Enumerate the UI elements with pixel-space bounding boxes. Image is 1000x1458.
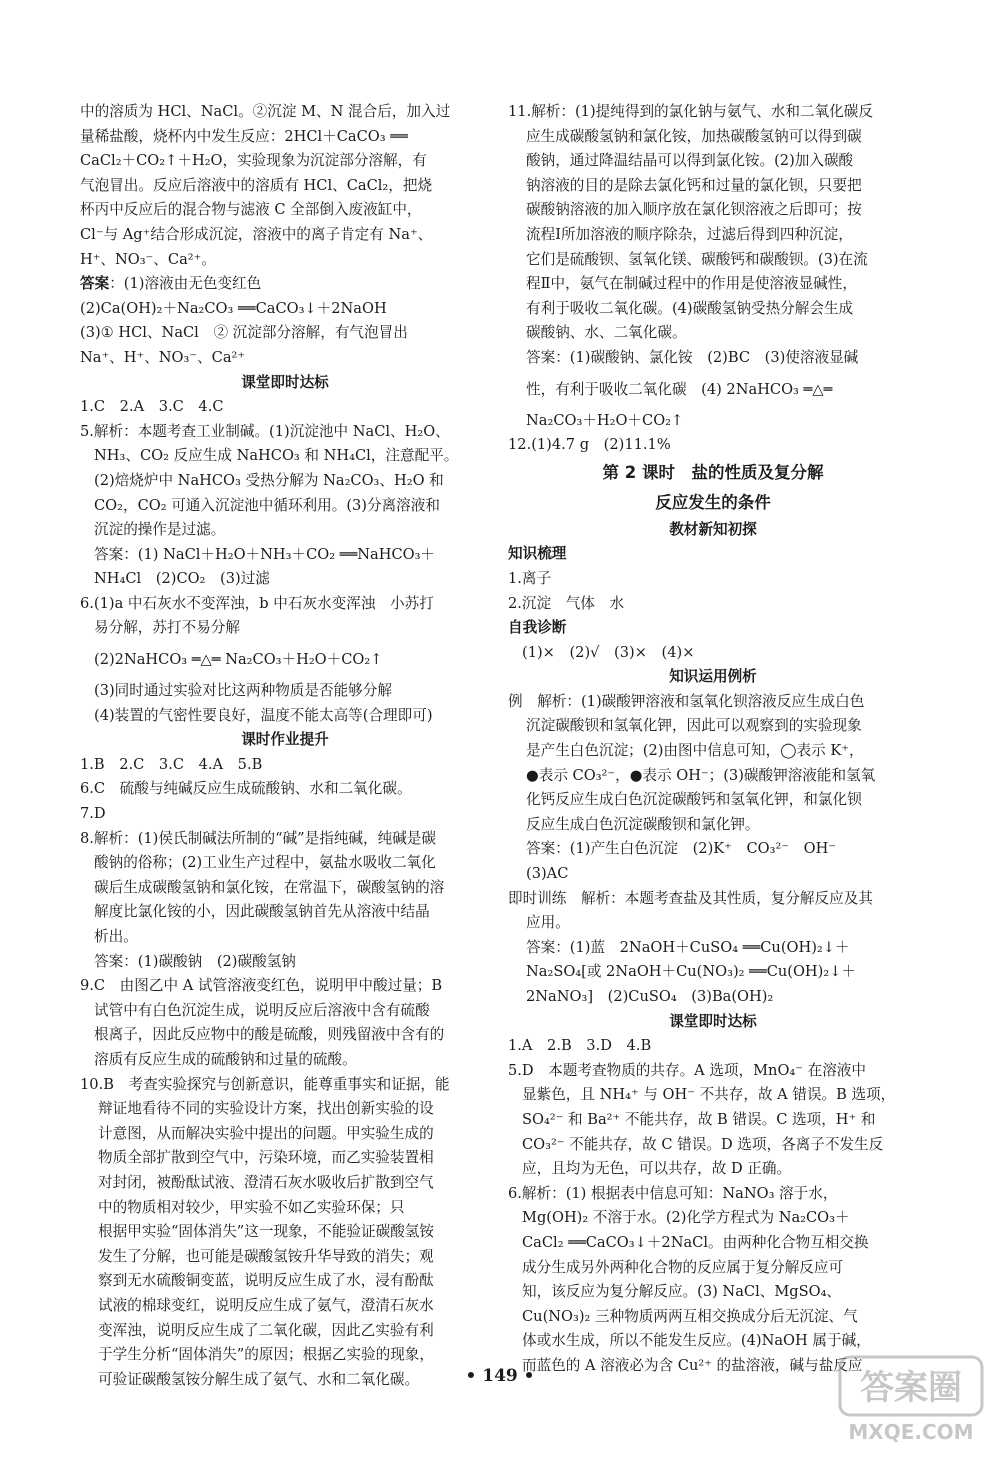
text-line: 有利于吸收二氧化碳。(4)碳酸氢钠受热分解会生成 — [526, 299, 854, 317]
text-line: 即时训练 解析：本题考查盐及其性质，复分解反应及其 — [508, 889, 873, 907]
text-line: 解度比氯化铵的小，因此碳酸氢钠首先从溶液中结晶 — [94, 903, 430, 921]
text-line: 答案：(1) NaCl＋H₂O＋NH₃＋CO₂ ══NaHCO₃＋ — [94, 545, 436, 563]
text-line: 沉淀的操作是过滤。 — [94, 521, 226, 539]
practice-section — [508, 887, 918, 1010]
text-line: 例 解析：(1)碳酸钾溶液和氢氧化钡溶液反应生成白色 — [508, 692, 865, 710]
text-line: (3)① HCl、NaCl ② 沉淀部分溶解，有气泡冒出 — [80, 324, 408, 342]
page-number: • 149 • — [465, 1366, 535, 1386]
text-line: 对封闭，被酚酞试液、澄清石灰水吸收后扩散到空气 — [98, 1173, 434, 1191]
section-heading: 课堂即时达标 — [669, 1012, 757, 1030]
text-line: 钠溶液的目的是除去氯化钙和过量的氯化钡，只要把 — [526, 176, 862, 194]
text-line: (2)2NaHCO₃ ═△═ Na₂CO₃＋H₂O＋CO₂↑ — [94, 651, 383, 669]
text-line: 中的物质相对较少，甲实验不如乙实验环保；只 — [98, 1198, 405, 1216]
text-line: 而蓝色的 A 溶液必为含 Cu²⁺ 的盐溶液，碱与盐反应 — [522, 1356, 863, 1374]
text-line: 溶质有反应生成的硫酸钠和过量的硫酸。 — [94, 1050, 357, 1068]
text-line: Cu(NO₃)₂ 三种物质两两互相交换成分后无沉淀、气 — [522, 1307, 858, 1325]
question-11 — [508, 100, 918, 458]
text-line: 易分解，苏打不易分解 — [94, 619, 240, 637]
text-line: 碳酸钠溶液的加入顺序放在氯化钡溶液之后即可；按 — [526, 201, 862, 219]
lesson-title: 反应发生的条件 — [655, 492, 771, 512]
text-line: 析出。 — [94, 928, 138, 945]
text-line: 体或水生成，所以不能发生反应。(4)NaOH 属于碱， — [522, 1332, 871, 1350]
text-line: Mg(OH)₂ 不溶于水。(2)化学方程式为 Na₂CO₃＋ — [522, 1209, 850, 1227]
text-line: 变浑浊，说明反应生成了二氧化碳，因此乙实验有利 — [98, 1321, 434, 1339]
text-line: ●表示 CO₃²⁻，●表示 OH⁻；(3)碳酸钾溶液能和氢氧 — [526, 766, 876, 784]
watermark-text: 答案圈 — [860, 1368, 962, 1408]
text-line: 1.B 2.C 3.C 4.A 5.B — [80, 755, 263, 773]
text-line: Cl⁻与 Ag⁺结合形成沉淀，溶液中的离子肯定有 Na⁺、 — [80, 225, 433, 243]
text-line: 显紫色，且 NH₄⁺ 与 OH⁻ 不共存，故 A 错误。B 选项， — [522, 1086, 896, 1104]
text-line: 答案：(1)蓝 2NaOH＋CuSO₄ ══Cu(OH)₂↓＋ — [526, 938, 850, 956]
text-line: 沉淀碳酸钡和氢氧化钾，因此可以观察到的实验现象 — [526, 717, 862, 735]
text-line: 6.解析：(1) 根据表中信息可知：NaNO₃ 溶于水， — [508, 1184, 838, 1202]
lesson-title: 第 2 课时 盐的性质及复分解 — [602, 462, 824, 482]
text-line: (3)同时通过实验对比这两种物质是否能够分解 — [94, 682, 392, 700]
watermark-icon — [836, 1351, 986, 1446]
text-line: (2)Ca(OH)₂＋Na₂CO₃ ══CaCO₃↓＋2NaOH — [80, 299, 387, 317]
section-heading: 课时作业提升 — [241, 731, 329, 749]
text-line: 化钙反应生成白色沉淀碳酸钙和氢氧化钾，和氯化钡 — [526, 791, 862, 809]
text-line: 5.D 本题考查物质的共存。A 选项，MnO₄⁻ 在溶液中 — [508, 1061, 866, 1079]
text-line: 程Ⅱ中，氨气在制碱过程中的作用是使溶液显碱性， — [526, 275, 857, 293]
text-line: 反应生成白色沉淀碳酸钡和氯化钾。 — [526, 815, 760, 833]
watermark-url: MXQE.COM — [848, 1420, 974, 1444]
section-heading: 课堂即时达标 — [241, 373, 329, 391]
text-line: 试管中有白色沉淀生成，说明反应后溶液中含有硫酸 — [94, 1001, 430, 1019]
example-section — [508, 690, 918, 887]
ketang-section — [80, 395, 490, 728]
text-line: NH₃、CO₂ 反应生成 NaHCO₃ 和 NH₄Cl，注意配平。 — [94, 447, 459, 465]
subsection-label: 知识梳理 — [508, 545, 567, 563]
text-line: 它们是硫酸钡、氢氧化镁、碳酸钙和碳酸钡。(3)在流 — [526, 250, 868, 268]
text-line: 试液的棉球变红，说明反应生成了氨气，澄清石灰水 — [98, 1296, 434, 1314]
left-column — [80, 100, 490, 1392]
text-line: Na⁺、H⁺、NO₃⁻、Ca²⁺ — [80, 348, 246, 366]
text-line: NH₄Cl (2)CO₂ (3)过滤 — [94, 570, 270, 588]
text-line: SO₄²⁻ 和 Ba²⁺ 不能共存，故 B 错误。C 选项，H⁺ 和 — [522, 1110, 876, 1128]
right-column — [508, 100, 918, 1379]
answer-label: 答案 — [80, 275, 110, 293]
keshi-section — [80, 753, 490, 1392]
text-line: 答案：(1)碳酸钠 (2)碳酸氢钠 — [94, 952, 296, 970]
text-line: (2)焙烧炉中 NaHCO₃ 受热分解为 Na₂CO₃、H₂O 和 — [94, 471, 444, 489]
text-line: 应，且均为无色，可以共存，故 D 正确。 — [522, 1160, 792, 1178]
text-line: 酸钠的俗称；(2)工业生产过程中，氨盐水吸收二氧化 — [94, 854, 436, 872]
text-line: CaCl₂ ══CaCO₃↓＋2NaCl。由两种化合物互相交换 — [522, 1233, 869, 1251]
text-line: 2.沉淀 气体 水 — [508, 594, 625, 612]
text-line: (4)装置的气密性要良好，温度不能太高等(合理即可) — [94, 706, 433, 724]
text-line: 应用。 — [526, 914, 570, 932]
section-heading: 教材新知初探 — [669, 520, 757, 538]
text-line: 可验证碳酸氢铵分解生成了氨气、水和二氧化碳。 — [98, 1370, 420, 1388]
text-line: ：(1)溶液由无色变红色 — [109, 275, 262, 293]
text-line: 8.解析：(1)侯氏制碱法所制的“碱”是指纯碱，纯碱是碳 — [80, 829, 436, 847]
text-line: 流程Ⅰ所加溶液的顺序除杂，过滤后得到四种沉淀， — [526, 225, 853, 243]
text-line: 1.C 2.A 3.C 4.C — [80, 398, 224, 416]
text-line: CaCl₂＋CO₂↑＋H₂O，实验现象为沉淀部分溶解，有 — [80, 152, 427, 170]
text-line: 物质全部扩散到空气中，污染环境，而乙实验装置相 — [98, 1149, 434, 1167]
text-line: 12.(1)4.7 g (2)11.1% — [508, 436, 671, 454]
text-line: 1.A 2.B 3.D 4.B — [508, 1037, 652, 1055]
text-line: 是产生白色沉淀；(2)由图中信息可知，◯表示 K⁺， — [526, 742, 864, 760]
text-line: 11.解析：(1)提纯得到的氯化钠与氨气、水和二氧化碳反 — [508, 103, 873, 120]
text-line: 中的溶质为 HCl、NaCl。②沉淀 M、N 混合后，加入过 — [80, 103, 451, 120]
text-line: 量稀盐酸，烧杯内中发生反应：2HCl＋CaCO₃ ══ — [80, 127, 408, 145]
text-line: 2NaNO₃] (2)CuSO₄ (3)Ba(OH)₂ — [526, 988, 774, 1005]
text-line: 根据甲实验“固体消失”这一现象，不能验证碳酸氢铵 — [98, 1223, 434, 1241]
text-line: 性，有利于吸收二氧化碳 (4) 2NaHCO₃ ═△═ — [526, 380, 833, 398]
text-line: 察到无水硫酸铜变蓝，说明反应生成了水，浸有酚酞 — [98, 1272, 434, 1290]
text-line: 7.D — [80, 805, 106, 823]
text-line: 6.C 硫酸与纯碱反应生成硫酸钠、水和二氧化碳。 — [80, 780, 412, 798]
text-line: 碳后生成碳酸氢钠和氯化铵，在常温下，碳酸氢钠的溶 — [94, 878, 445, 896]
text-line: 计意图，从而解决实验中提出的问题。甲实验生成的 — [98, 1124, 434, 1142]
text-line: 6.(1)a 中石灰水不变浑浊，b 中石灰水变浑浊 小苏打 — [80, 594, 434, 612]
text-line: 应生成碳酸氢钠和氯化铵，加热碳酸氢钠可以得到碳 — [526, 127, 862, 145]
text-line: 答案：(1)碳酸钠、氯化铵 (2)BC (3)使溶液显碱 — [526, 348, 859, 366]
ketang2-section — [508, 1034, 918, 1378]
text-line: 1.离子 — [508, 569, 552, 587]
text-line: (3)AC — [526, 865, 569, 883]
section-heading: 知识运用例析 — [669, 668, 757, 686]
text-line: 10.B 考查实验探究与创新意识，能尊重事实和证据，能 — [80, 1075, 450, 1093]
subsection-label: 自我诊断 — [508, 619, 567, 637]
text-line: CO₃²⁻ 不能共存，故 C 错误。D 选项，各离子不发生反 — [522, 1135, 884, 1153]
text-line: 答案：(1)产生白色沉淀 (2)K⁺ CO₃²⁻ OH⁻ — [526, 840, 837, 858]
text-line: 气泡冒出。反应后溶液中的溶质有 HCl、CaCl₂，把烧 — [80, 176, 433, 194]
text-line: Na₂CO₃＋H₂O＋CO₂↑ — [526, 411, 684, 429]
text-line: 杯丙中反应后的混合物与滤液 C 全部倒入废液缸中， — [80, 201, 422, 219]
text-line: Na₂SO₄[或 2NaOH＋Cu(NO₃)₂ ══Cu(OH)₂↓＋ — [526, 963, 857, 981]
answer-block — [80, 272, 490, 370]
text-line: 成分生成另外两种化合物的反应属于复分解反应可 — [522, 1258, 844, 1276]
text-line: CO₂，CO₂ 可通入沉淀池中循环利用。(3)分离溶液和 — [94, 496, 440, 514]
text-line: (1)× (2)√ (3)× (4)× — [522, 643, 695, 661]
text-line: 发生了分解，也可能是碳酸氢铵升华导致的消失；观 — [98, 1247, 434, 1265]
watermark-logo — [836, 1351, 986, 1446]
text-line: H⁺、NO₃⁻、Ca²⁺。 — [80, 250, 216, 268]
text-line: 碳酸钠、水、二氧化碳。 — [526, 324, 687, 342]
text-line: 9.C 由图乙中 A 试管溶液变红色，说明甲中酸过量；B — [80, 977, 443, 995]
text-line: 根离子，因此反应物中的酸是硫酸，则残留液中含有的 — [94, 1026, 445, 1044]
text-line: 5.解析：本题考查工业制碱。(1)沉淀池中 NaCl、H₂O、 — [80, 422, 450, 440]
left-paragraph-1 — [80, 100, 490, 272]
text-line: 于学生分析“固体消失”的原因；根据乙实验的现象， — [98, 1346, 434, 1364]
text-line: 辩证地看待不同的实验设计方案，找出创新实验的设 — [98, 1100, 434, 1118]
text-line: 酸钠，通过降温结晶可以得到氯化铵。(2)加入碳酸 — [526, 152, 854, 170]
text-line: 知，该反应为复分解反应。(3) NaCl、MgSO₄、 — [522, 1283, 842, 1301]
